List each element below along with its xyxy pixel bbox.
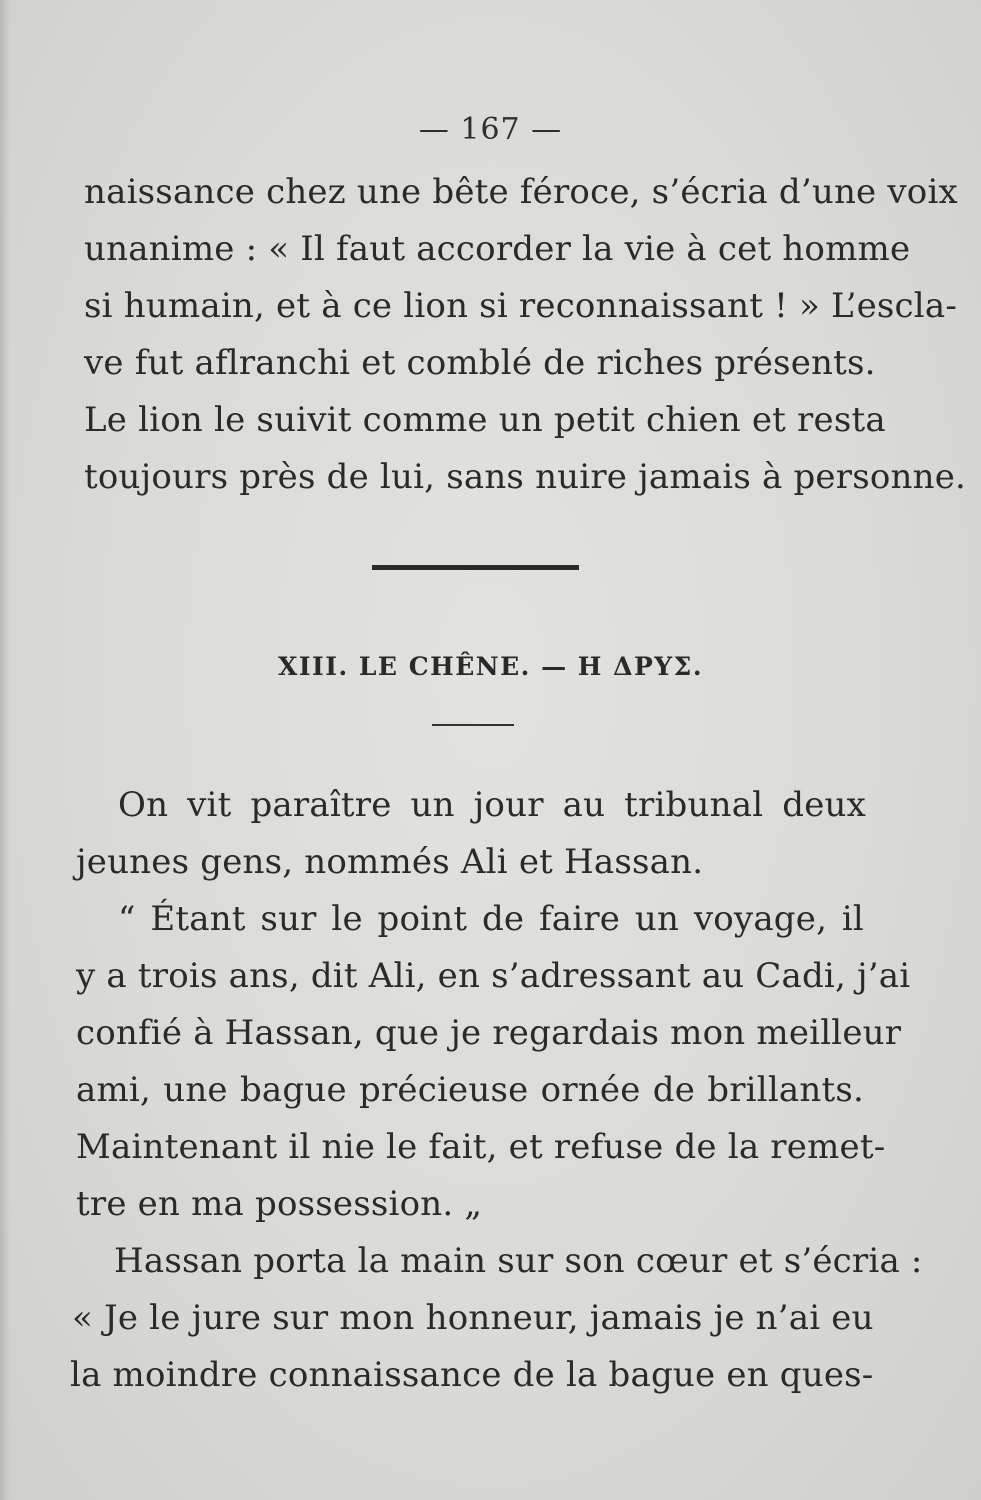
text-line: la moindre connaissance de la bague en ques-: [70, 1355, 874, 1395]
text-line: Le lion le suivit comme un petit chien et resta: [84, 400, 886, 440]
heading-underline: [432, 724, 514, 726]
text-line: “ Étant sur le point de faire un voyage, il: [118, 899, 864, 939]
text-line: Hassan porta la main sur son cœur et s’écria :: [114, 1241, 923, 1281]
text-line: confié à Hassan, que je regardais mon meilleur: [76, 1013, 902, 1053]
text-line: jeunes gens, nommés Ali et Hassan.: [76, 842, 704, 882]
section-heading: XIII. LE CHÊNE. — Η ΔΡΥΣ.: [277, 652, 704, 681]
page-number: — 167 —: [418, 112, 563, 147]
text-line: ami, une bague précieuse ornée de brillants.: [76, 1070, 864, 1110]
text-line: Maintenant il nie le fait, et refuse de la remet-: [76, 1127, 886, 1167]
text-line: On vit paraître un jour au tribunal deux: [118, 785, 866, 825]
text-line: y a trois ans, dit Ali, en s’adressant au Cadi, j’ai: [76, 956, 911, 996]
text-line: toujours près de lui, sans nuire jamais à personne.: [84, 457, 967, 497]
text-line: tre en ma possession. „: [76, 1184, 483, 1224]
page-edge-shadow: [0, 0, 10, 1500]
text-line: ve fut aflranchi et comblé de riches présents.: [84, 343, 876, 383]
text-line: si humain, et à ce lion si reconnaissant ! » L’escla-: [84, 286, 958, 326]
section-divider: [372, 565, 579, 570]
text-line: « Je le jure sur mon honneur, jamais je n’ai eu: [72, 1298, 874, 1338]
text-line: naissance chez une bête féroce, s’écria d’une voix: [84, 172, 958, 212]
text-line: unanime : « Il faut accorder la vie à cet homme: [84, 229, 911, 269]
